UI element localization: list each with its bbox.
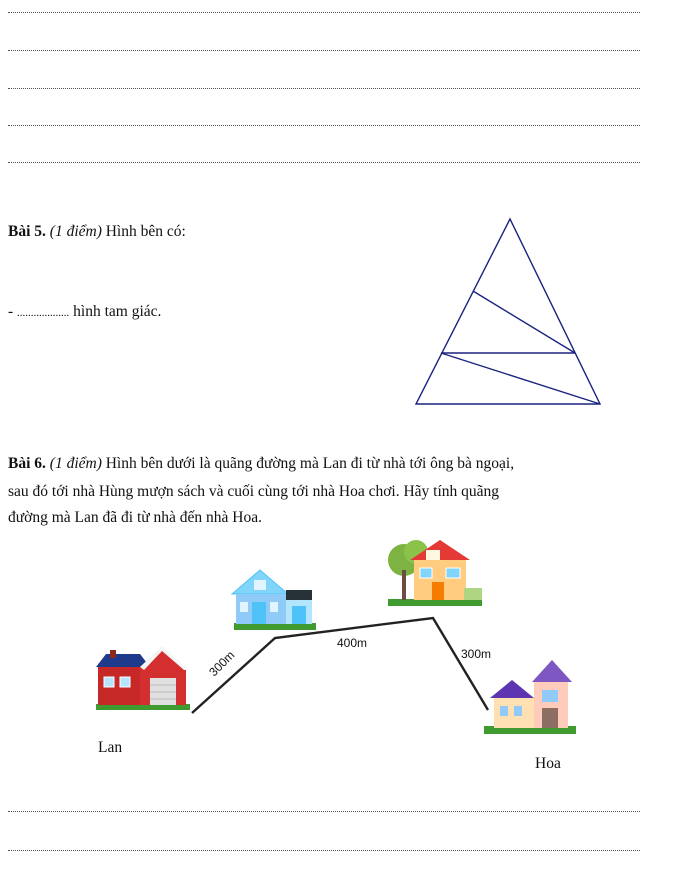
answer-line-bottom-1[interactable]: [8, 811, 640, 812]
bai6-line-2: sau đó tới nhà Hùng mượn sách và cuối cùng tới nhà Hoa chơi. Hãy tính quãng: [8, 483, 500, 500]
answer-line-top-1[interactable]: [8, 12, 640, 13]
answer-line-top-2[interactable]: [8, 50, 640, 51]
bai5-answer-blank[interactable]: ...................: [17, 307, 70, 319]
bai5-answer: [8, 300, 161, 325]
grandparents-house-icon: [232, 570, 316, 630]
hung-house-icon: [388, 540, 482, 606]
answer-line-top-5[interactable]: [8, 162, 640, 163]
bai5-prompt: Hình bên có:: [105, 223, 186, 240]
route-path: [192, 618, 488, 713]
inner-line-3: [441, 353, 600, 404]
segment-2-label: 400m: [337, 636, 368, 650]
triangle-figure: [410, 215, 610, 410]
bai6-points: (1 điểm): [49, 455, 102, 472]
bai5-points: (1 điểm): [49, 223, 102, 240]
bai5-answer-suffix: hình tam giác.: [69, 303, 162, 320]
bai6-line-3: đường mà Lan đã đi từ nhà đến nhà Hoa.: [8, 509, 262, 526]
answer-line-top-3[interactable]: [8, 88, 640, 89]
bai6-line-1: [8, 452, 514, 476]
hoa-house-icon: [484, 660, 576, 734]
lan-house-icon: [96, 646, 190, 710]
bai5-number: Bài 5.: [8, 223, 46, 240]
bai5-answer-prefix: -: [8, 303, 18, 320]
bai6-text-1: Hình bên dưới là quãng đường mà Lan đi từ nhà tới ông bà ngoại,: [105, 455, 515, 472]
end-label-hoa: Hoa: [535, 755, 561, 772]
bai6-number: Bài 6.: [8, 455, 46, 472]
start-label-lan: Lan: [98, 739, 123, 756]
bai5-heading: [8, 220, 186, 244]
answer-line-top-4[interactable]: [8, 125, 640, 126]
answer-line-bottom-2[interactable]: [8, 850, 640, 851]
segment-3-label: 300m: [461, 647, 492, 661]
segment-1-label: 300m: [206, 647, 238, 680]
